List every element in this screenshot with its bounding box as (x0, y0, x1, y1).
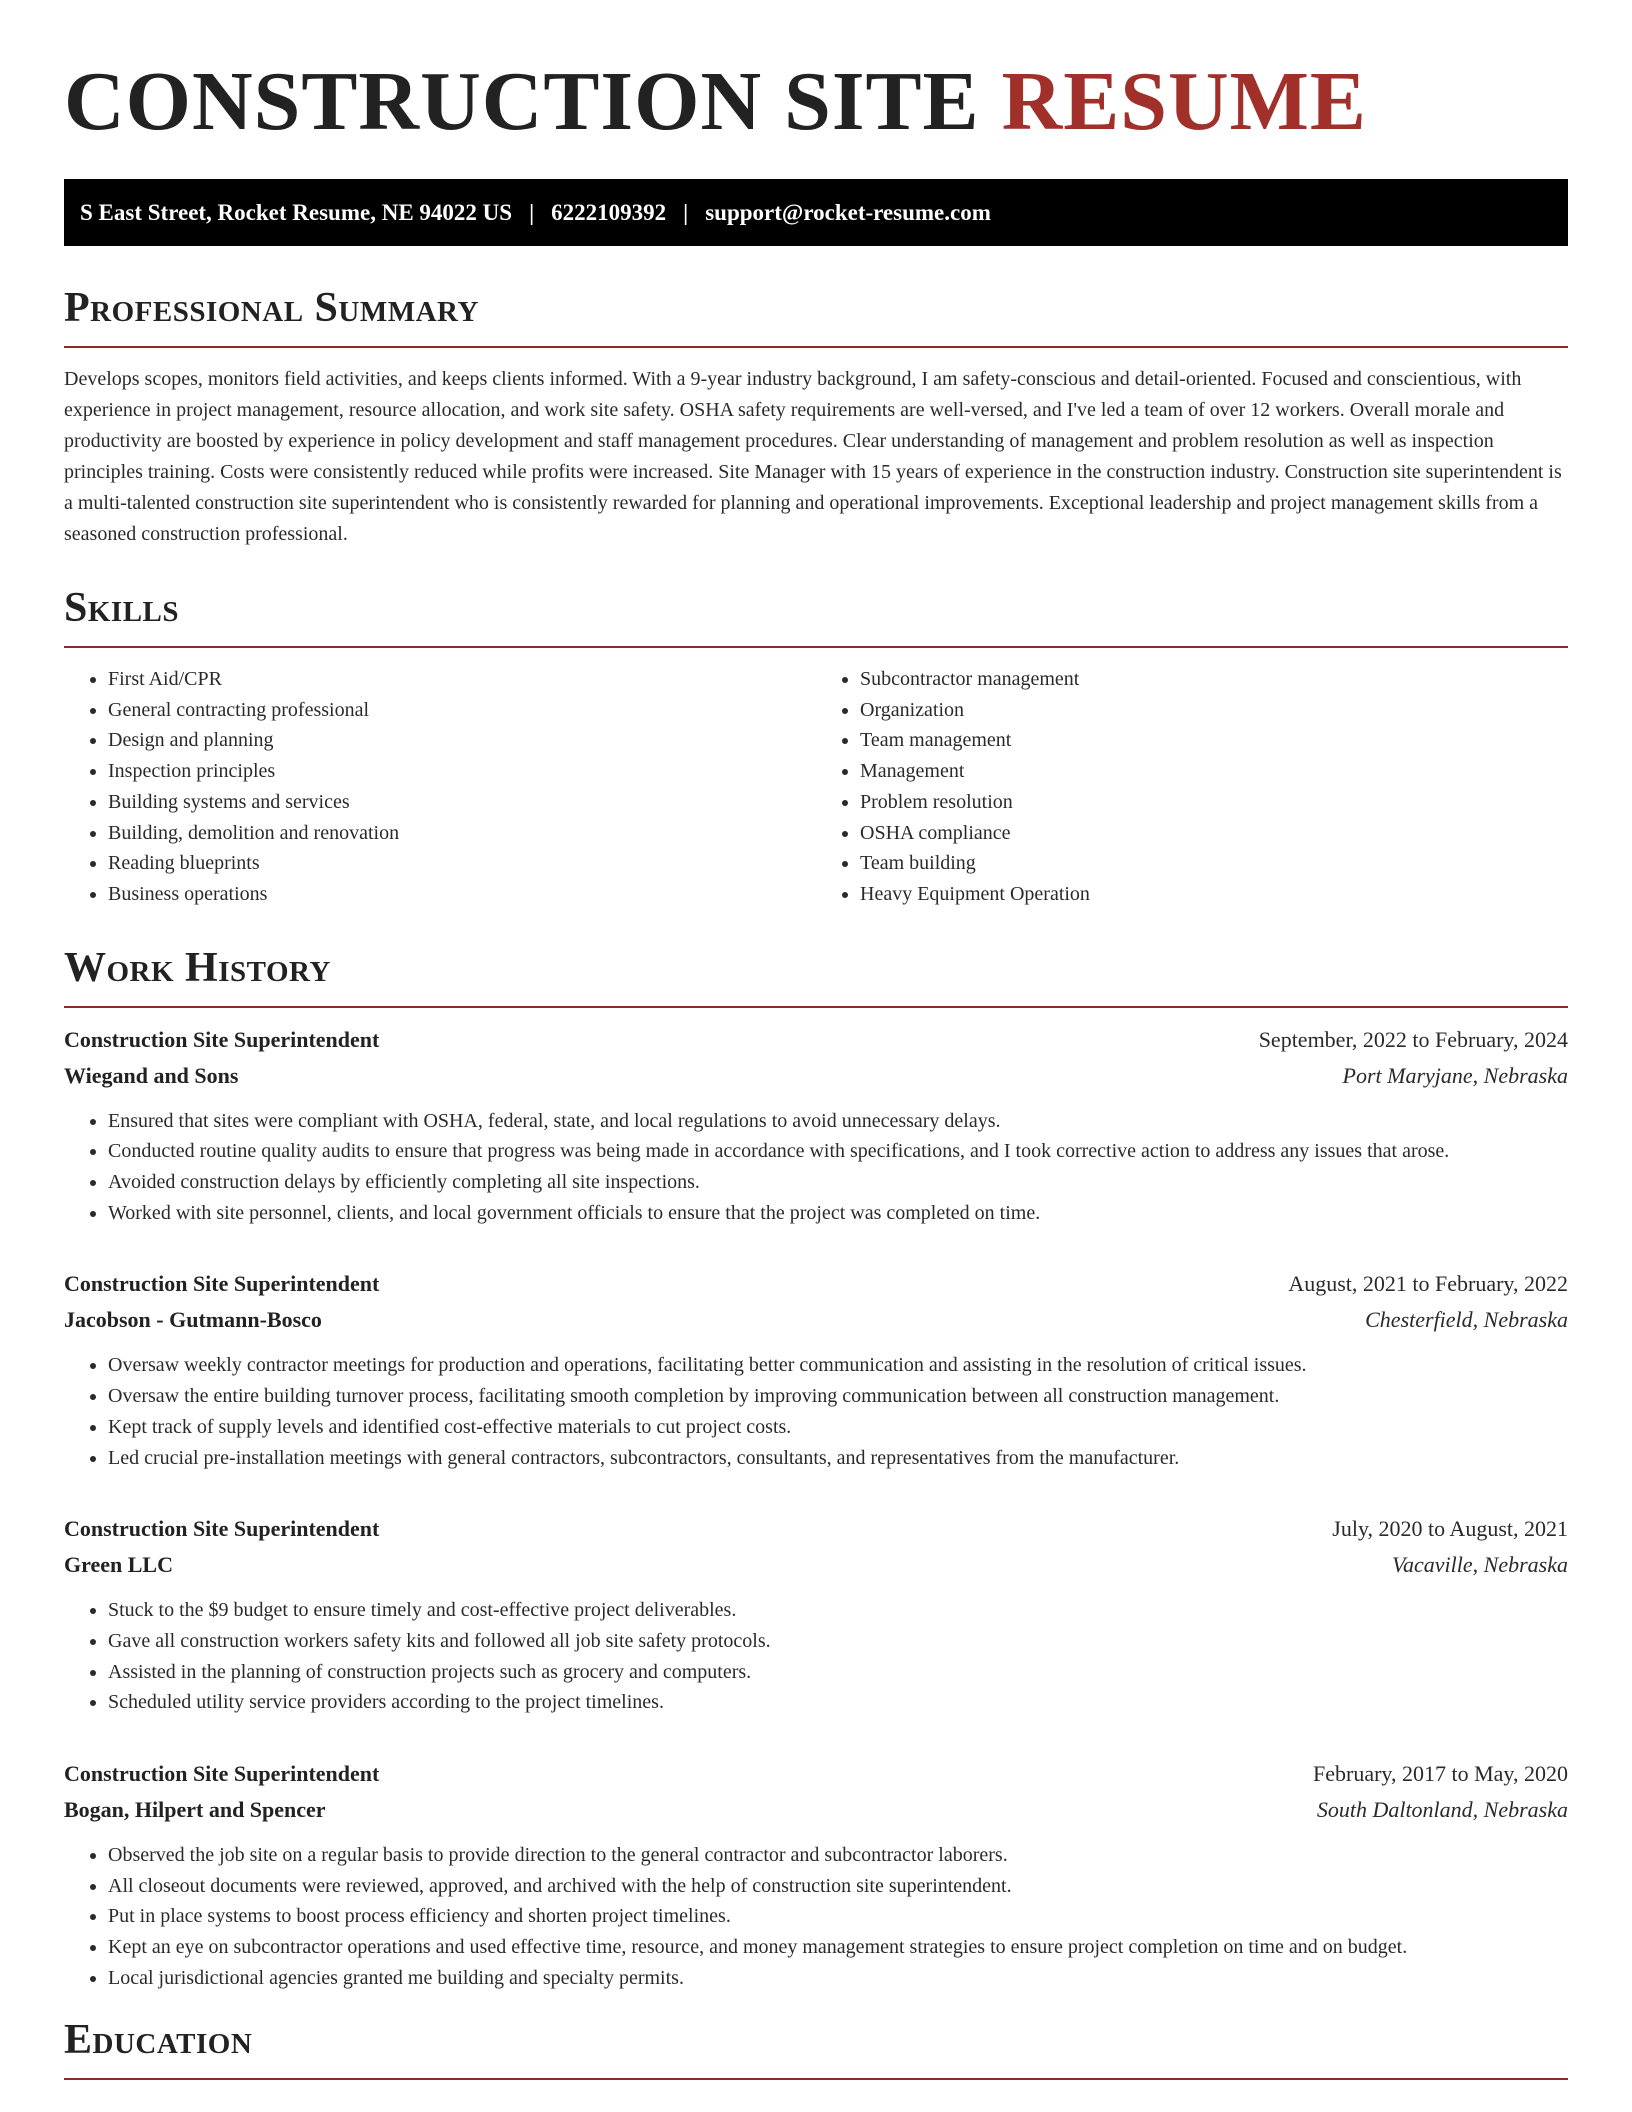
skill-item: • Design and planning (108, 725, 816, 756)
skills-columns (64, 664, 1568, 910)
job-dates: July, 2020 to August, 2021 (1332, 1516, 1568, 1542)
job-title: Construction Site Superintendent (64, 1516, 380, 1542)
skill-item: • Team management (860, 725, 1568, 756)
job-header-row (64, 1022, 1568, 1058)
skill-item: • Building systems and services (108, 787, 816, 818)
section-heading-work: Work History (64, 944, 331, 991)
section-heading-summary: Professional Summary (64, 285, 479, 331)
job-header-row (64, 1266, 1568, 1302)
skill-item: • Inspection principles (108, 756, 816, 787)
skill-item: • Business operations (108, 879, 816, 910)
job-location: Chesterfield, Nebraska (1365, 1307, 1568, 1333)
contact-email[interactable]: support@rocket-resume.com (705, 199, 991, 225)
skill-item: • Heavy Equipment Operation (860, 879, 1568, 910)
work-history-section (64, 942, 1568, 1994)
job-bullet-list (64, 1106, 1568, 1229)
resume-title-main: CONSTRUCTION SITE (64, 55, 980, 148)
job-bullet-list (64, 1595, 1568, 1718)
job-entry (64, 1022, 1568, 1229)
job-bullet: • Led crucial pre-installation meetings with general contractors, subcontractors, consultants, and representatives from the manufacturer. (108, 1443, 1568, 1474)
job-bullet: • Worked with site personnel, clients, and local government officials to ensure that the project was completed on time. (108, 1198, 1568, 1229)
section-divider (64, 1006, 1568, 1008)
skill-item: • First Aid/CPR (108, 664, 816, 695)
job-entry (64, 1511, 1568, 1718)
section-heading-education: Education (64, 2016, 253, 2063)
skills-section (64, 582, 1568, 910)
skill-item: • Problem resolution (860, 787, 1568, 818)
job-bullet: • Conducted routine quality audits to ensure that progress was being made in accordance with specifications, and I took corrective action to address any issues that arose. (108, 1136, 1568, 1167)
summary-text: Develops scopes, monitors field activities, and keeps clients informed. With a 9-year industry background, I am safety-conscious and detail-oriented. Focused and conscientious, with experience in project management, resource allocation, and work site safety. OSHA safety requirements are well-versed, and I've led a team of over 12 workers. Overall morale and productivity are boosted by experience in policy development and staff management procedures. Clear understanding of management and problem resolution as well as inspection principles training. Costs were consistently reduced while profits were increased. Site Manager with 15 years of experience in the construction industry. Construction site superintendent is a multi-talented construction site superintendent who is consistently rewarded for planning and operational improvements. Exceptional leadership and project management skills from a seasoned construction professional. (64, 368, 1562, 545)
job-bullet: • Put in place systems to boost process efficiency and shorten project timelines. (108, 1901, 1568, 1932)
skill-item: • Building, demolition and renovation (108, 818, 816, 849)
job-bullet: • Kept track of supply levels and identified cost-effective materials to cut project costs. (108, 1412, 1568, 1443)
job-bullet: • All closeout documents were reviewed, approved, and archived with the help of construction site superintendent. (108, 1871, 1568, 1902)
job-title: Construction Site Superintendent (64, 1026, 380, 1052)
skills-list-left (64, 664, 816, 910)
contact-address: S East Street, Rocket Resume, NE 94022 US (80, 199, 513, 225)
job-company: Jacobson - Gutmann-Bosco (64, 1307, 322, 1333)
contact-phone[interactable]: 6222109392 (551, 199, 667, 225)
resume-title-accent: RESUME (1001, 55, 1367, 148)
job-bullet: • Kept an eye on subcontractor operations and used effective time, resource, and money management strategies to ensure project completion on time and on budget. (108, 1932, 1568, 1963)
job-bullet: • Local jurisdictional agencies granted me building and specialty permits. (108, 1963, 1568, 1994)
section-divider (64, 2078, 1568, 2080)
job-bullet-list (64, 1840, 1568, 1994)
section-divider (64, 646, 1568, 648)
job-location: Vacaville, Nebraska (1392, 1552, 1568, 1578)
job-header-row (64, 1511, 1568, 1547)
job-location: Port Maryjane, Nebraska (1342, 1062, 1568, 1088)
contact-separator: | (683, 199, 689, 225)
job-entry (64, 1756, 1568, 1994)
skill-item: • Management (860, 756, 1568, 787)
education-section (64, 2014, 1568, 2080)
section-divider (64, 346, 1568, 348)
job-bullet: • Oversaw the entire building turnover process, facilitating smooth completion by improving communication between all construction management. (108, 1381, 1568, 1412)
job-company-row (64, 1058, 1568, 1094)
job-dates: September, 2022 to February, 2024 (1258, 1026, 1568, 1052)
section-heading-skills: Skills (64, 585, 180, 631)
contact-separator: | (529, 199, 535, 225)
job-bullet: • Ensured that sites were compliant with OSHA, federal, state, and local regulations to avoid unnecessary delays. (108, 1106, 1568, 1137)
skill-item: • OSHA compliance (860, 818, 1568, 849)
job-bullet: • Assisted in the planning of construction projects such as grocery and computers. (108, 1657, 1568, 1688)
skill-item: • General contracting professional (108, 695, 816, 726)
resume-title (64, 50, 1568, 154)
skill-item: • Team building (860, 848, 1568, 879)
job-bullet: • Stuck to the $9 budget to ensure timely and cost-effective project deliverables. (108, 1595, 1568, 1626)
job-bullet: • Oversaw weekly contractor meetings for production and operations, facilitating better communication and assisting in the resolution of critical issues. (108, 1350, 1568, 1381)
job-bullet: • Gave all construction workers safety kits and followed all job site safety protocols. (108, 1626, 1568, 1657)
job-dates: February, 2017 to May, 2020 (1313, 1761, 1568, 1787)
job-title: Construction Site Superintendent (64, 1271, 380, 1297)
job-header-row (64, 1756, 1568, 1792)
job-bullet: • Scheduled utility service providers according to the project timelines. (108, 1687, 1568, 1718)
skill-item: • Reading blueprints (108, 848, 816, 879)
job-company: Bogan, Hilpert and Spencer (64, 1797, 326, 1823)
job-location: South Daltonland, Nebraska (1316, 1797, 1568, 1823)
job-bullet-list (64, 1350, 1568, 1473)
job-dates: August, 2021 to February, 2022 (1288, 1271, 1568, 1297)
professional-summary-section (64, 282, 1568, 550)
skill-item: • Organization (860, 695, 1568, 726)
job-entry (64, 1266, 1568, 1473)
job-company: Green LLC (64, 1552, 173, 1578)
skills-list-right (816, 664, 1568, 910)
job-company-row (64, 1792, 1568, 1828)
job-bullet: • Observed the job site on a regular basis to provide direction to the general contractor and subcontractor laborers. (108, 1840, 1568, 1871)
job-company: Wiegand and Sons (64, 1062, 239, 1088)
job-title: Construction Site Superintendent (64, 1761, 380, 1787)
job-bullet: • Avoided construction delays by efficiently completing all site inspections. (108, 1167, 1568, 1198)
contact-bar (64, 179, 1568, 246)
job-company-row (64, 1547, 1568, 1583)
skill-item: • Subcontractor management (860, 664, 1568, 695)
job-company-row (64, 1302, 1568, 1338)
